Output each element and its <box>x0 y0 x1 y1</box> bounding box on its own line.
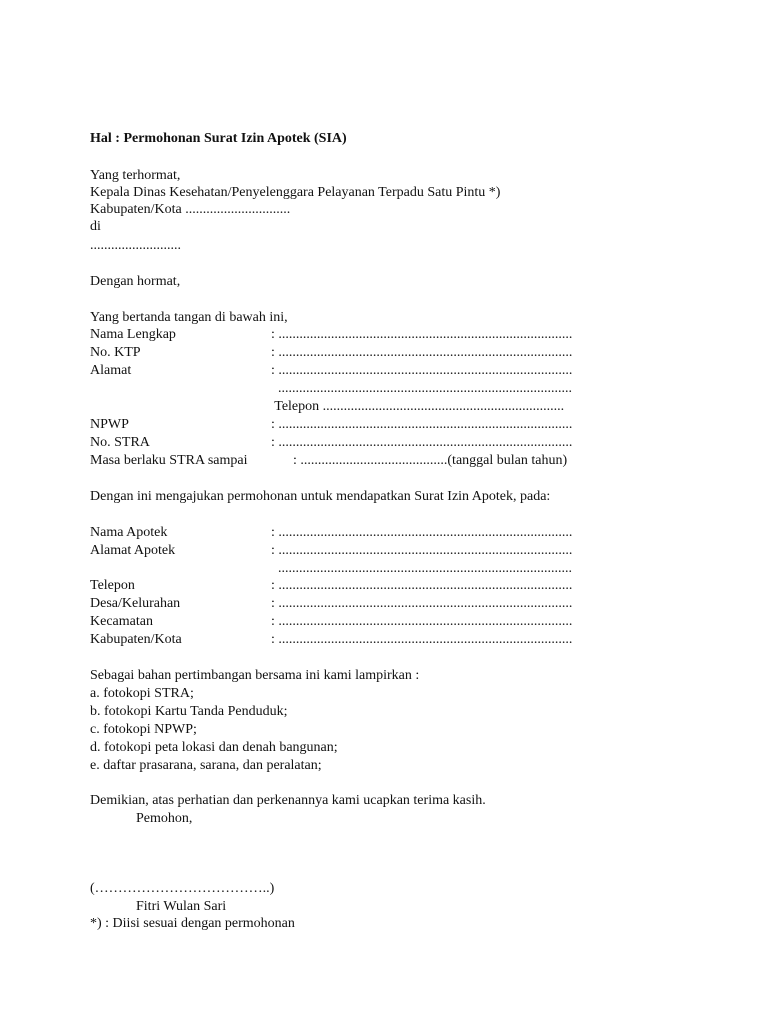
attachment-item: e. daftar prasarana, sarana, dan peralatan; <box>90 758 322 773</box>
closing-line: Demikian, atas perhatian dan perkenannya kami ucapkan terima kasih. <box>90 793 486 808</box>
recipient-place: .......................... <box>90 238 181 253</box>
field-label-kabupaten-kota: Kabupaten/Kota <box>90 632 182 647</box>
field-label-desa-kelurahan: Desa/Kelurahan <box>90 596 181 611</box>
field-value-alamat: : .................................................................................... <box>271 363 573 378</box>
request-statement: Dengan ini mengajukan permohonan untuk mendapatkan Surat Izin Apotek, pada: <box>90 489 551 504</box>
attachment-item: a. fotokopi STRA; <box>90 686 194 701</box>
recipient-di: di <box>90 219 101 234</box>
recipient-office: Kepala Dinas Kesehatan/Penyelenggara Pelayanan Terpadu Satu Pintu *) <box>90 185 501 200</box>
field-value-no-ktp: : .................................................................................... <box>271 345 573 360</box>
field-value-desa-kelurahan: : .................................................................................... <box>271 596 573 611</box>
field-value-npwp: : .................................................................................... <box>271 417 573 432</box>
signature-line: (………………………………..) <box>90 881 275 896</box>
attachment-item: b. fotokopi Kartu Tanda Penduduk; <box>90 704 288 719</box>
field-label-telepon-apotek: Telepon <box>90 578 135 593</box>
subject-line: Hal : Permohonan Surat Izin Apotek (SIA) <box>90 131 347 146</box>
field-label-nama-apotek: Nama Apotek <box>90 525 168 540</box>
field-label-no-stra: No. STRA <box>90 435 150 450</box>
field-label-stra-validity: Masa berlaku STRA sampai <box>90 453 248 468</box>
field-label-no-ktp: No. KTP <box>90 345 141 360</box>
field-value-telepon-apotek: : .................................................................................... <box>271 578 573 593</box>
field-value-alamat-apotek-cont: .................................................................................... <box>271 561 572 576</box>
field-label-npwp: NPWP <box>90 417 129 432</box>
field-value-nama-apotek: : .................................................................................... <box>271 525 573 540</box>
field-value-alamat-apotek: : .................................................................................... <box>271 543 573 558</box>
field-value-no-stra: : .................................................................................... <box>271 435 573 450</box>
attachments-intro: Sebagai bahan pertimbangan bersama ini kami lampirkan : <box>90 668 420 683</box>
field-value-alamat-cont: .................................................................................... <box>271 381 572 396</box>
field-value-kabupaten-kota: : .................................................................................... <box>271 632 573 647</box>
recipient-salutation: Yang terhormat, <box>90 168 181 183</box>
field-label-nama-lengkap: Nama Lengkap <box>90 327 176 342</box>
attachment-item: d. fotokopi peta lokasi dan denah bangunan; <box>90 740 338 755</box>
signer-name: Fitri Wulan Sari <box>136 899 227 914</box>
field-value-kecamatan: : .................................................................................... <box>271 614 573 629</box>
field-label-alamat: Alamat <box>90 363 132 378</box>
field-value-nama-lengkap: : .................................................................................... <box>271 327 573 342</box>
field-value-telepon: Telepon ..................................................................... <box>271 399 565 414</box>
greeting: Dengan hormat, <box>90 274 181 289</box>
footnote: *) : Diisi sesuai dengan permohonan <box>90 916 295 931</box>
field-value-stra-validity: : ..........................................(tanggal bulan tahun) <box>293 453 568 468</box>
signer-title: Pemohon, <box>136 811 193 826</box>
recipient-regency: Kabupaten/Kota .............................. <box>90 202 291 217</box>
field-label-kecamatan: Kecamatan <box>90 614 153 629</box>
intro-line: Yang bertanda tangan di bawah ini, <box>90 310 288 325</box>
attachment-item: c. fotokopi NPWP; <box>90 722 197 737</box>
field-label-alamat-apotek: Alamat Apotek <box>90 543 176 558</box>
